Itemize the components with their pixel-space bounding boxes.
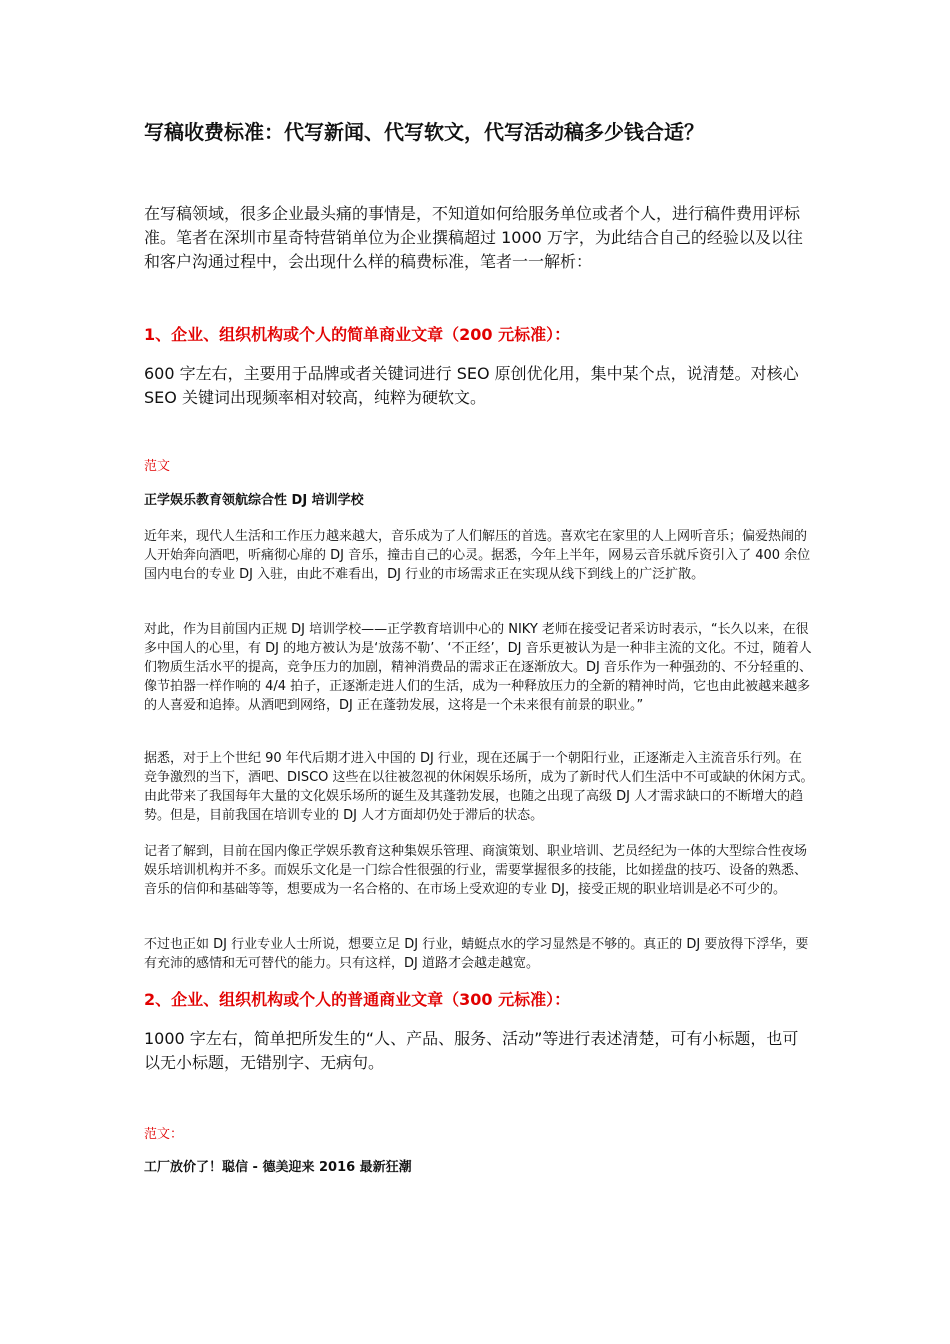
section-2-example-title: 工厂放价了！聪信 - 德美迎来 2016 最新狂潮 <box>144 1160 412 1175</box>
example-paragraph: 不过也正如 DJ 行业专业人士所说，想要立足 DJ 行业，蜻蜓点水的学习显然是不够的。真正的 DJ 要放得下浮华，要有充沛的感情和无可替代的能力。只有这样，DJ 道路才会越走越宽。 <box>144 937 809 971</box>
example-paragraph: 近年来，现代人生活和工作压力越来越大，音乐成为了人们解压的首选。喜欢宅在家里的人上网听音乐；偏爱热闹的人开始奔向酒吧，听痛彻心扉的 DJ 音乐，撞击自己的心灵。据悉，今年上半年，网易云音乐就斥资引入了 400 余位国内电台的专业 DJ 入驻，由此不难看出，DJ 行业的市场需求正在实现从线下到线上的广泛扩散。 <box>144 529 811 582</box>
section-2-body: 1000 字左右，简单把所发生的“人、产品、服务、活动”等进行表述清楚，可有小标题，也可以无小标题，无错别字、无病句。 <box>144 1029 799 1072</box>
section-1-body: 600 字左右，主要用于品牌或者关键词进行 SEO 原创优化用，集中某个点，说清楚。对核心 SEO 关键词出现频率相对较高，纯粹为硬软文。 <box>144 364 799 407</box>
section-1-example-title: 正学娱乐教育领航综合性 DJ 培训学校 <box>144 493 364 508</box>
example-paragraph: 对此，作为目前国内正规 DJ 培训学校——正学教育培训中心的 NIKY 老师在接受记者采访时表示，“长久以来，在很多中国人的心里，有 DJ 的地方被认为是‘放荡不勒’、‘不正经’，DJ 音乐更被认为是一种非主流的文化。不过，随着人们物质生活水平的提高，竞争压力的加剧，精神消费品的需求正在逐渐放大。DJ 音乐作为一种强劲的、不分轻重的、像节拍器一样作响的 4/4 拍子，正逐渐走进人们的生活，成为一种释放压力的全新的精神时尚，它也由此被越来越多的人喜爱和追捧。从酒吧到网络，DJ 正在蓬勃发展，这将是一个未来很有前景的职业。” <box>144 622 812 713</box>
section-1-heading: 1、企业、组织机构或个人的简单商业文章（200 元标准）： <box>144 325 571 344</box>
section-2-example-label: 范文： <box>144 1127 184 1142</box>
intro-paragraph: 在写稿领域，很多企业最头痛的事情是，不知道如何给服务单位或者个人，进行稿件费用评标准。笔者在深圳市星奇特营销单位为企业撰稿超过 1000 万字，为此结合自己的经验以及以往和客户沟通过程中，会出现什么样的稿费标准，笔者一一解析： <box>144 204 803 271</box>
example-paragraph: 记者了解到，目前在国内像正学娱乐教育这种集娱乐管理、商演策划、职业培训、艺员经纪为一体的大型综合性夜场娱乐培训机构并不多。而娱乐文化是一门综合性很强的行业，需要掌握很多的技能，比如搓盘的技巧、设备的熟悉、音乐的信仰和基础等等，想要成为一名合格的、在市场上受欢迎的专业 DJ，接受正规的职业培训是必不可少的。 <box>144 844 808 897</box>
example-paragraph: 据悉，对于上个世纪 90 年代后期才进入中国的 DJ 行业，现在还属于一个朝阳行业，正逐渐走入主流音乐行列。在竞争激烈的当下，酒吧、DISCO 这些在以往被忽视的休闲娱乐场所，成为了新时代人们生活中不可或缺的休闲方式。由此带来了我国每年大量的文化娱乐场所的诞生及其蓬勃发展，也随之出现了高级 DJ 人才需求缺口的不断增大的趋势。但是，目前我国在培训专业的 DJ 人才方面却仍处于滞后的状态。 <box>144 751 814 823</box>
document-title: 写稿收费标准：代写新闻、代写软文，代写活动稿多少钱合适？ <box>144 120 704 144</box>
section-1-example-label: 范文 <box>144 459 171 474</box>
section-2-heading: 2、企业、组织机构或个人的普通商业文章（300 元标准）： <box>144 990 571 1009</box>
